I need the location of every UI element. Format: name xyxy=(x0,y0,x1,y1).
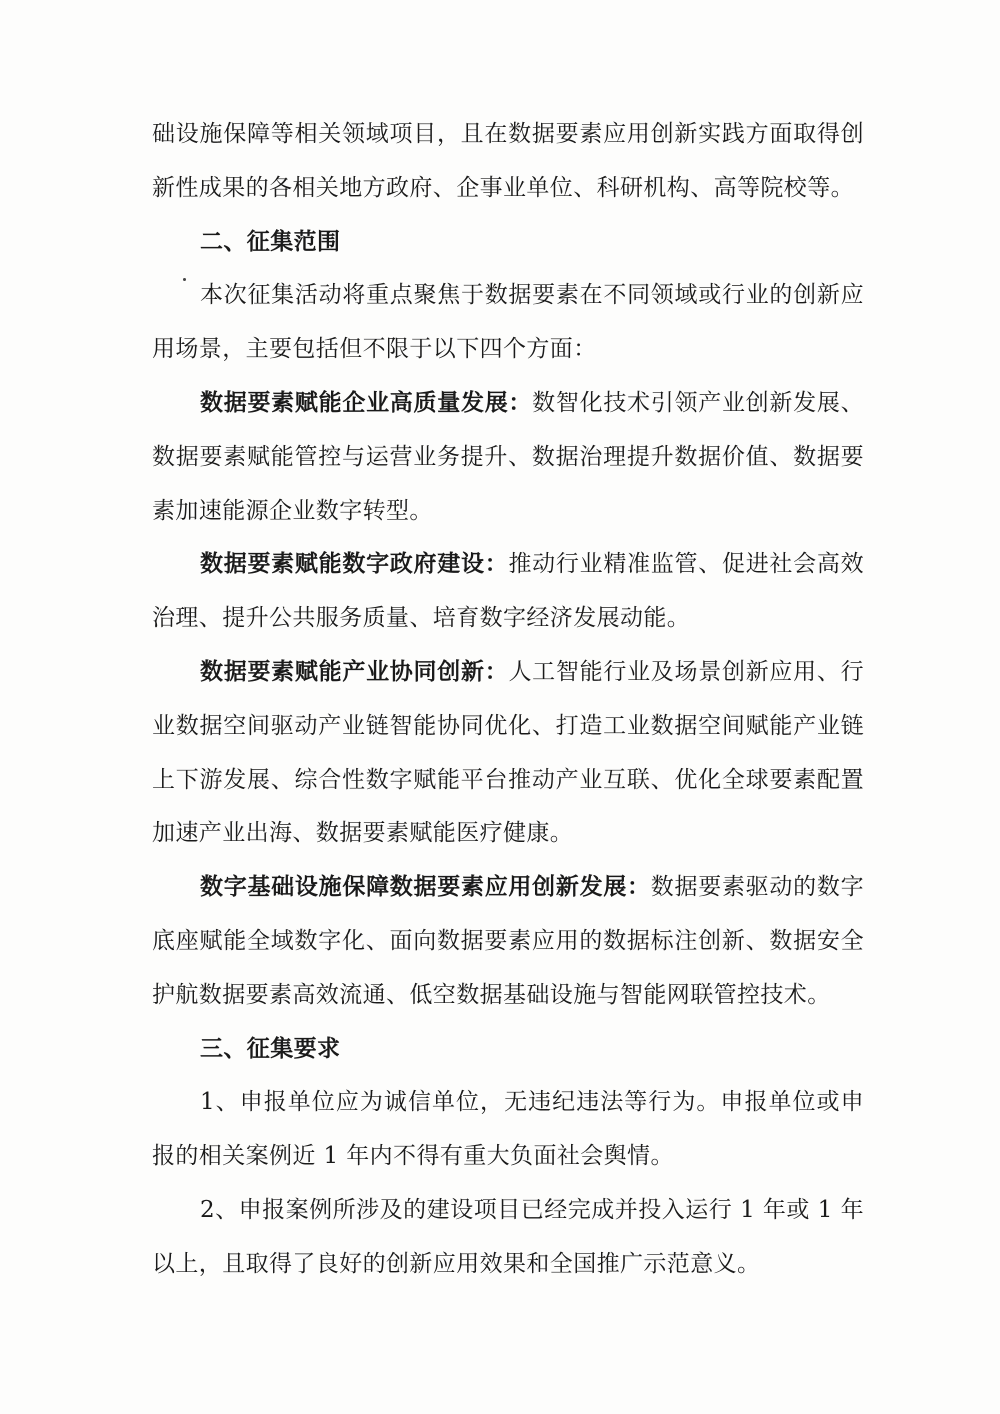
scope-item-text: 人工智能行业及场景创新应用、行业数据空间驱动产业链智能协同优化、打造工业数据空间赋能产业链上下游发展、综合性数字赋能平台推动产业互联、优化全球要素配置加速产业出海、数据要素赋能医疗健康。 xyxy=(152,658,864,847)
paragraph-eligible-applicants: 础设施保障等相关领域项目，且在数据要素应用创新实践方面取得创新性成果的各相关地方政府、企事业单位、科研机构、高等院校等。 xyxy=(152,121,864,201)
paragraph-scope-intro: 本次征集活动将重点聚焦于数据要素在不同领域或行业的创新应用场景，主要包括但不限于以下四个方面： xyxy=(152,282,864,363)
paragraph-scope-item-government xyxy=(152,538,864,646)
scope-item-title: 数据要素赋能数字政府建设： xyxy=(200,551,509,578)
scope-item-title: 数据要素赋能企业高质量发展： xyxy=(200,389,533,416)
scope-item-text: 推动行业精准监管、促进社会高效治理、提升公共服务质量、培育数字经济发展动能。 xyxy=(152,551,864,632)
scan-dot-mark xyxy=(183,278,186,281)
section-heading-scope: 二、征集范围 xyxy=(200,228,341,255)
paragraph-scope-item-industry xyxy=(152,646,864,861)
section-heading-requirements: 三、征集要求 xyxy=(200,1035,341,1062)
scope-item-text: 数智化技术引领产业创新发展、数据要素赋能管控与运营业务提升、数据治理提升数据价值、数据要素加速能源企业数字转型。 xyxy=(152,389,864,524)
scope-item-text: 数据要素驱动的数字底座赋能全域数字化、面向数据要素应用的数据标注创新、数据安全护航数据要素高效流通、低空数据基础设施与智能网联管控技术。 xyxy=(152,874,864,1008)
paragraph-requirement-2: 2、申报案例所涉及的建设项目已经完成并投入运行 1 年或 1 年以上，且取得了良好的创新应用效果和全国推广示范意义。 xyxy=(152,1196,864,1277)
paragraph-requirement-1: 1、申报单位应为诚信单位，无违纪违法等行为。申报单位或申报的相关案例近 1 年内不得有重大负面社会舆情。 xyxy=(152,1089,864,1170)
scope-item-title: 数字基础设施保障数据要素应用创新发展： xyxy=(200,874,651,901)
scope-item-title: 数据要素赋能产业协同创新： xyxy=(200,658,509,685)
paragraph-scope-item-infrastructure xyxy=(152,861,864,1022)
paragraph-scope-item-enterprise xyxy=(152,377,864,538)
